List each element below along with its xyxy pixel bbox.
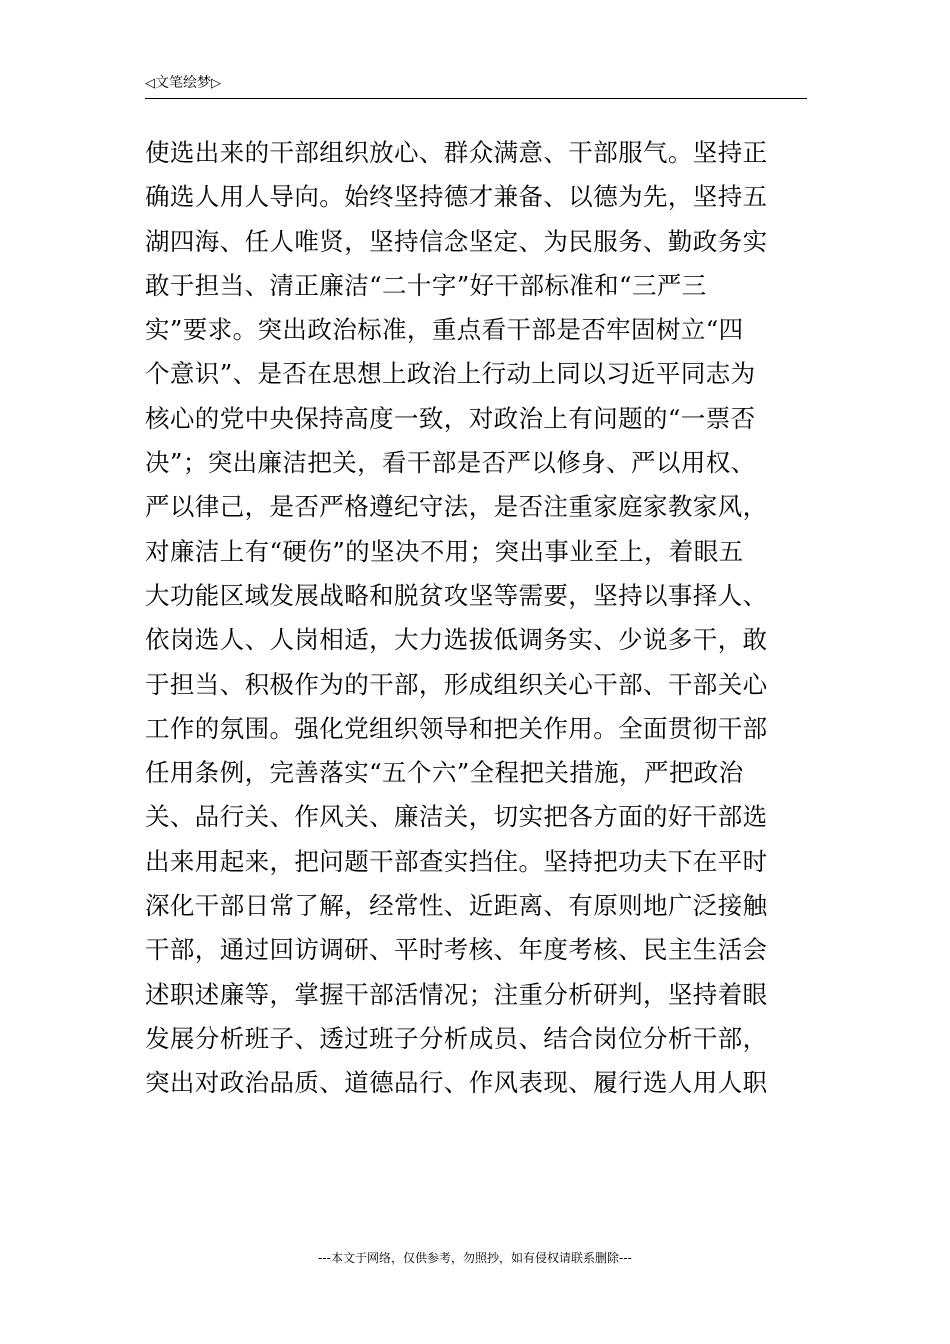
body-line: 干部，通过回访调研、平时考核、年度考核、民主生活会	[145, 935, 768, 965]
body-line: 突出对政治品质、道德品行、作风表现、履行选人用人职	[145, 1068, 768, 1098]
body-line: 决”；突出廉洁把关，看干部是否严以修身、严以用权、	[145, 448, 756, 478]
body-line: 发展分析班子、透过班子分析成员、结合岗位分析干部，	[145, 1023, 768, 1053]
body-line: 核心的党中央保持高度一致，对政治上有问题的“一票否	[145, 403, 756, 433]
body-line: 述职述廉等，掌握干部活情况；注重分析研判，坚持着眼	[145, 979, 768, 1009]
body-line: 实”要求。突出政治标准，重点看干部是否牢固树立“四	[145, 315, 744, 345]
body-line: 对廉洁上有“硬伤”的坚决不用；突出事业至上，着眼五	[145, 536, 744, 566]
body-line: 深化干部日常了解，经常性、近距离、有原则地广泛接触	[145, 891, 768, 921]
body-line: 确选人用人导向。始终坚持德才兼备、以德为先，坚持五	[145, 182, 768, 212]
header-title-group	[145, 74, 221, 93]
body-line: 敢于担当、清正廉洁“二十字”好干部标准和“三严三	[145, 270, 707, 300]
body-line: 任用条例，完善落实“五个六”全程把关措施，严把政治	[145, 758, 744, 788]
body-line: 于担当、积极作为的干部，形成组织关心干部、干部关心	[145, 669, 768, 699]
body-line: 关、品行关、作风关、廉洁关，切实把各方面的好干部选	[145, 802, 768, 832]
body-line: 大功能区域发展战略和脱贫攻坚等需要，坚持以事择人、	[145, 580, 768, 610]
body-line: 使选出来的干部组织放心、群众满意、干部服气。坚持正	[145, 138, 768, 167]
body-line: 出来用起来，把问题干部查实挡住。坚持把功夫下在平时	[145, 846, 768, 876]
body-line: 湖四海、任人唯贤，坚持信念坚定、为民服务、勤政务实	[145, 226, 768, 256]
document-body	[145, 131, 807, 1106]
page-header	[145, 72, 807, 99]
left-triangle-icon: ◁	[145, 76, 155, 91]
body-line: 工作的氛围。强化党组织领导和把关作用。全面贯彻干部	[145, 713, 768, 743]
body-line: 个意识”、是否在思想上政治上行动上同以习近平同志为	[145, 359, 756, 389]
page-footer-disclaimer: ---本文于网络，仅供参考，勿照抄，如有侵权请联系删除---	[318, 1251, 632, 1265]
right-triangle-icon: ▷	[211, 76, 221, 91]
body-line: 依岗选人、人岗相适，大力选拔低调务实、少说多干，敢	[145, 625, 768, 655]
header-title: 文笔绘梦	[155, 75, 211, 91]
body-line: 严以律己，是否严格遵纪守法，是否注重家庭家教家风，	[145, 492, 768, 522]
